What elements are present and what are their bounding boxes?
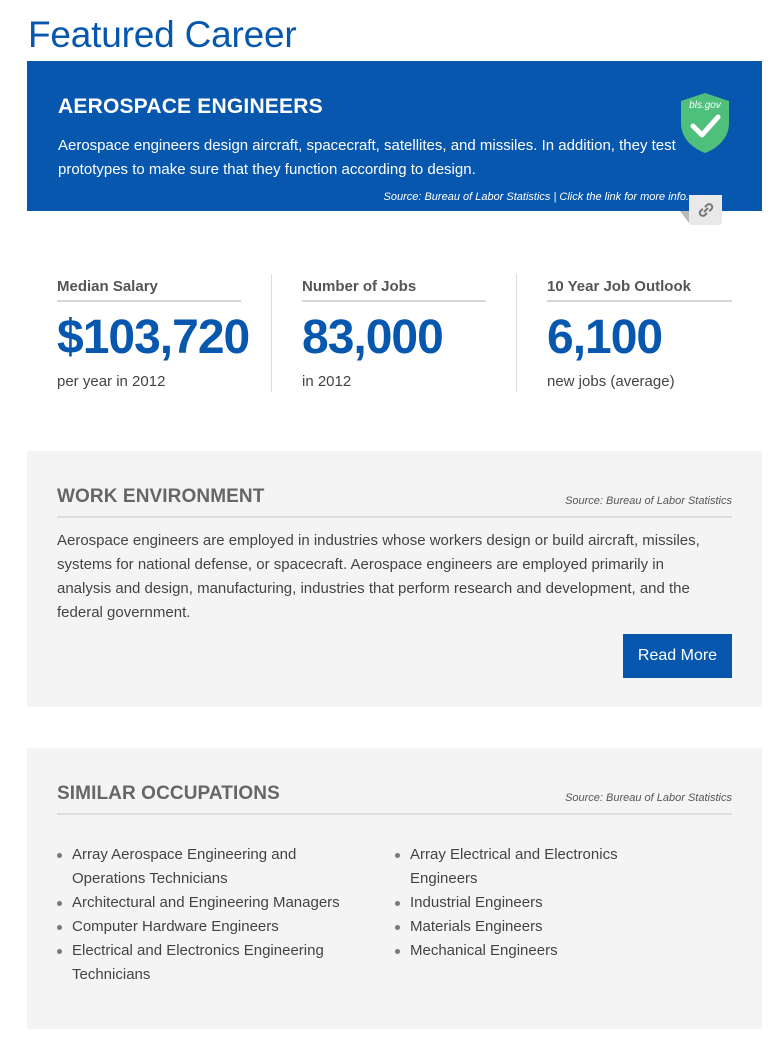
stat-label: Number of Jobs <box>302 278 486 302</box>
occupation-link[interactable]: Array Aerospace Engineering and Operations Technicians <box>57 843 357 891</box>
link-tab-fold <box>680 211 689 223</box>
link-icon <box>698 202 714 218</box>
stat-label: 10 Year Job Outlook <box>547 278 732 302</box>
stat-divider <box>271 274 272 392</box>
panel-source: Source: Bureau of Labor Statistics <box>565 792 732 804</box>
bls-badge <box>679 91 731 155</box>
work-environment-text: Aerospace engineers are employed in industries whose workers design or build aircraft, missiles, systems for national defense, or spacecraft. Aerospace engineers are employed primarily in analysis and design, manufacturing, industries that perform research and development, and the federal government. <box>57 532 700 621</box>
permalink-tab[interactable] <box>689 195 722 225</box>
panel-title: SIMILAR OCCUPATIONS <box>57 783 280 804</box>
stat-label: Median Salary <box>57 278 241 302</box>
panel-header <box>57 486 732 518</box>
occupation-link[interactable]: Computer Hardware Engineers <box>57 915 357 939</box>
occupation-link[interactable]: Mechanical Engineers <box>395 939 665 963</box>
stat-value: 83,000 <box>302 311 443 364</box>
career-banner[interactable] <box>27 61 762 211</box>
page-title: Featured Career <box>28 14 297 55</box>
stat-value: 6,100 <box>547 311 663 364</box>
stat-number-of-jobs <box>302 278 486 390</box>
stat-job-outlook <box>547 278 732 390</box>
work-environment-panel <box>27 451 762 707</box>
occupation-list-left <box>57 843 357 987</box>
career-source-link[interactable]: Source: Bureau of Labor Statistics | Click the link for more info. <box>383 191 689 203</box>
occupation-list-right <box>395 843 665 963</box>
read-more-button[interactable]: Read More <box>623 634 732 678</box>
stat-value: $103,720 <box>57 311 250 364</box>
badge-label: bls.gov <box>689 100 721 111</box>
occupation-link[interactable]: Architectural and Engineering Managers <box>57 891 357 915</box>
occupation-link[interactable]: Industrial Engineers <box>395 891 665 915</box>
panel-title: WORK ENVIRONMENT <box>57 486 265 507</box>
stat-note: per year in 2012 <box>57 373 166 390</box>
stat-note: new jobs (average) <box>547 373 675 390</box>
career-description: Aerospace engineers design aircraft, spacecraft, satellites, and missiles. In addition, they test prototypes to make sure that they function according to design. <box>58 137 676 178</box>
panel-header <box>57 783 732 815</box>
panel-source: Source: Bureau of Labor Statistics <box>565 495 732 507</box>
stat-note: in 2012 <box>302 373 352 390</box>
occupation-link[interactable]: Array Electrical and Electronics Engineers <box>395 843 665 891</box>
occupation-link[interactable]: Electrical and Electronics Engineering Technicians <box>57 939 357 987</box>
stat-median-salary <box>57 278 250 390</box>
career-title: AEROSPACE ENGINEERS <box>58 95 323 118</box>
occupation-link[interactable]: Materials Engineers <box>395 915 665 939</box>
stat-divider <box>516 274 517 392</box>
similar-occupations-panel <box>27 748 762 1029</box>
